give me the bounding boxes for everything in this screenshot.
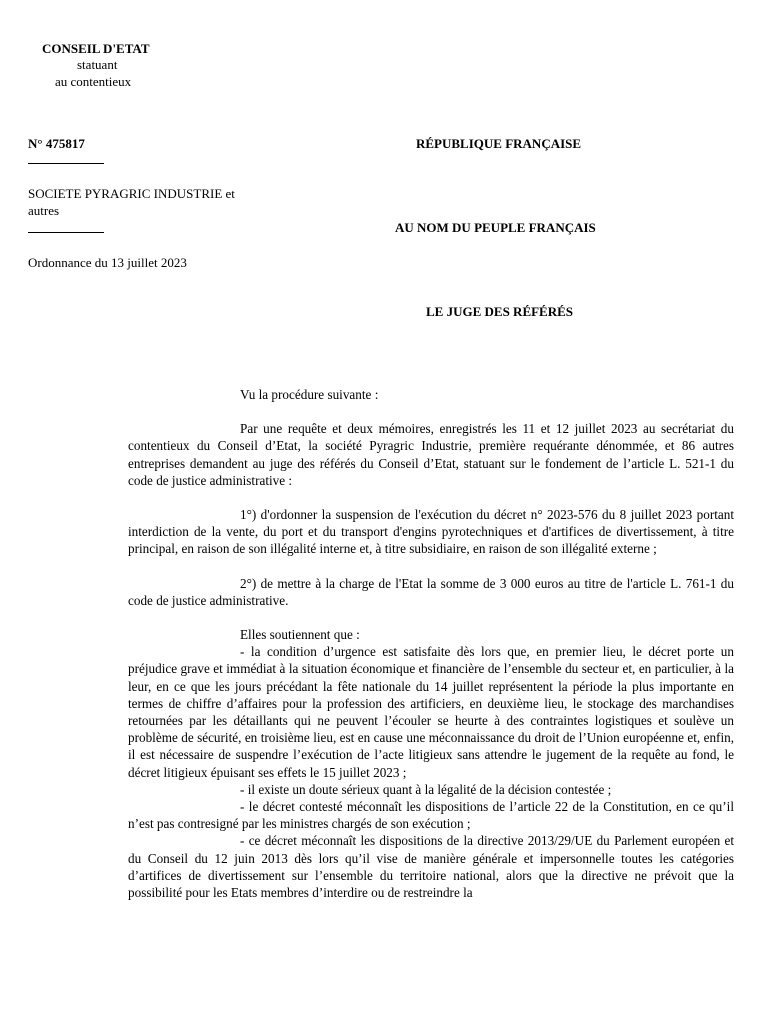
separator-rule-1 — [28, 163, 104, 164]
republic-heading: RÉPUBLIQUE FRANÇAISE — [416, 136, 582, 151]
party-name-line1: SOCIETE PYRAGRIC INDUSTRIE et — [28, 186, 235, 201]
paragraph-argument-constitution: - le décret contesté méconnaît les dispositions de l’article 22 de la Constitution, en ce qu’il n’est pas contresigné par les ministres chargés de son exécution ; — [128, 799, 734, 832]
in-name-of-people: AU NOM DU PEUPLE FRANÇAIS — [395, 220, 596, 235]
case-number: N° 475817 — [28, 136, 85, 151]
paragraph-argument-directive: - ce décret méconnaît les dispositions de la directive 2013/29/UE du Parlement européen et du Conseil du 12 juin 2013 dès lors qu’il vise de manière générale et impersonnelle toutes les catégories d’artifices de divertissement sur l’ensemble du territoire national, alors que la directive ne prévoit que la possibilité pour les Etats membres d’interdire ou de restreindre la — [128, 833, 734, 901]
court-name: CONSEIL D'ETAT — [42, 41, 150, 56]
paragraph-procedure: Vu la procédure suivante : — [240, 387, 379, 402]
separator-rule-2 — [28, 232, 104, 233]
party-name-line2: autres — [28, 203, 60, 218]
paragraph-argument-urgency: - la condition d’urgence est satisfaite dès lors que, en premier lieu, le décret porte un préjudice grave et immédiat à la situation économique et financière de l’ensemble du secteur et, en particulier, à la leur, en ce que les jours précédant la fête nationale du 14 juillet représentent la période la plus importante en termes de chiffre d’affaires pour la profession des artificiers, en deuxième lieu, le stockage des marchandises retournées par les détaillants qui ne peuvent l’écouler se heurte à des contraintes logistiques et soulève un problème de sécurité, en troisième lieu, est en cause une méconnaissance du droit de l’Union européenne et, enfin, il est nécessaire de suspendre l’exécution de l’acte litigieux sans attendre le jugement de la requête au fond, le décret litigieux épuisant ses effets le 15 juillet 2023 ; — [128, 644, 734, 780]
ordinance-date: Ordonnance du 13 juillet 2023 — [28, 255, 187, 270]
court-subtitle-contentieux: au contentieux — [55, 74, 132, 89]
paragraph-argument-doubt: - il existe un doute sérieux quant à la légalité de la décision contestée ; — [240, 781, 612, 797]
paragraph-request: Par une requête et deux mémoires, enregistrés les 11 et 12 juillet 2023 au secrétariat du contentieux du Conseil d’Etat, la société Pyragric Industrie, première requérante dénommée, et 86 autres entreprises demandent au juge des référés du Conseil d’Etat, statuant sur le fondement de l’article L. 521-1 du code de justice administrative : — [128, 421, 734, 488]
paragraph-arguments-intro: Elles soutiennent que : — [240, 627, 360, 643]
paragraph-claim-2: 2°) de mettre à la charge de l'Etat la somme de 3 000 euros au titre de l'article L. 761-1 du code de justice administrative. — [128, 575, 734, 608]
court-subtitle-statuant: statuant — [77, 57, 118, 72]
judge-heading: LE JUGE DES RÉFÉRÉS — [426, 304, 574, 319]
paragraph-claim-1: 1°) d'ordonner la suspension de l'exécution du décret n° 2023-576 du 8 juillet 2023 portant interdiction de la vente, du port et du transport d'engins pyrotechniques et d'artifices de divertissement, à titre principal, en raison de son illégalité interne et, à titre subsidiaire, en raison de son illégalité externe ; — [128, 507, 734, 557]
document-body — [128, 386, 734, 901]
